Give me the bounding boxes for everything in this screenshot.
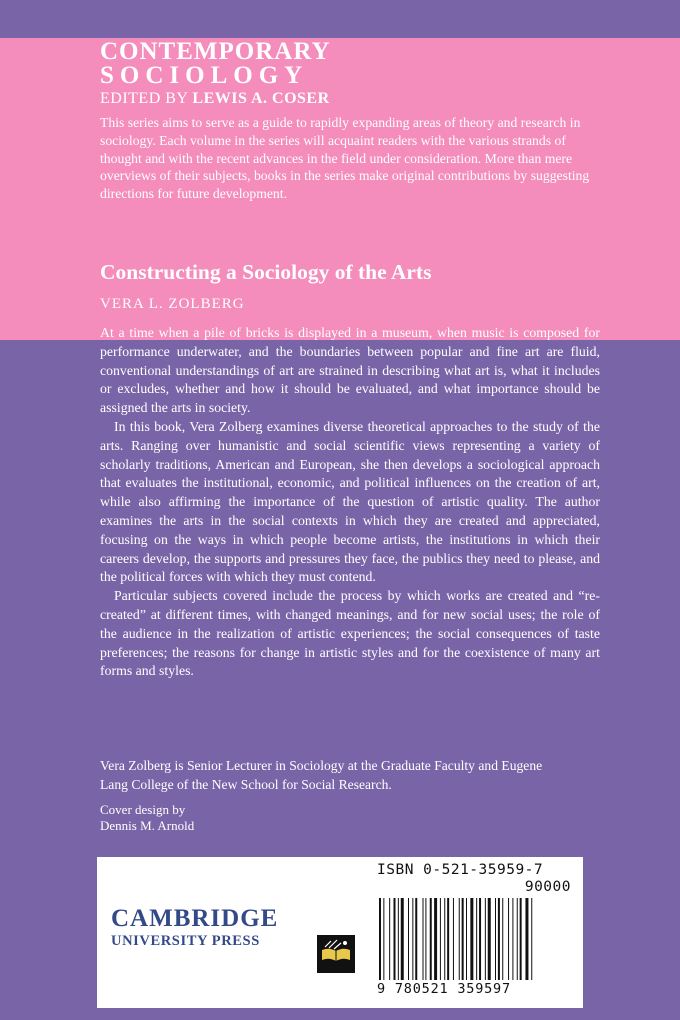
edited-by-label: EDITED BY <box>100 90 188 107</box>
series-description: This series aims to serve as a guide to rapidly expanding areas of theory and research in sociology. Each volume in the series will acquaint readers with the various strands of thought and with the recent advances in the field under consideration. More than mere overviews of their subjects, books in the series make original contributions by suggesting directions for future development. <box>100 115 590 202</box>
barcode-bar <box>485 898 486 980</box>
barcode-bar <box>412 898 413 980</box>
cover-credit <box>100 802 194 833</box>
publisher-subtitle: UNIVERSITY PRESS <box>111 933 260 949</box>
barcode-bar <box>508 898 509 980</box>
cambridge-book-logo-icon <box>317 935 355 973</box>
barcode-bar <box>466 898 467 980</box>
blurb <box>100 324 600 681</box>
barcode-bar <box>447 898 449 980</box>
barcode-bar <box>394 898 396 980</box>
blurb-paragraph: At a time when a pile of bricks is displayed in a museum, when music is composed for performance underwater, and the boundaries between popular and fine art are fluid, conventional understandings of art are strained in describing what art is, what it includes or excludes, whether and how it should be evaluated, and what importance should be assigned the arts in society. <box>100 325 600 416</box>
barcode-bar <box>479 898 481 980</box>
publisher-name: CAMBRIDGE <box>111 905 279 932</box>
barcode-bar <box>389 898 390 980</box>
barcode-bar <box>440 898 441 980</box>
blurb-paragraph: In this book, Vera Zolberg examines diverse theoretical approaches to the study of the arts. Ranging over humanistic and social scientific views representing a variety of scholarly traditions, American and European, she then develops a sociological approach that evaluates the institutional, economic, and political influences on the creation of art, while also affirming the importance of the question of artistic quality. The author examines the arts in the social contexts in which they are created and appreciated, focusing on the ways in which people become artists, the institutions in which their careers develop, the supports and pressures they face, the publics they need to please, and the political forces with which they must contend. <box>100 418 600 585</box>
barcode-bar <box>444 898 445 980</box>
price-code: 90000 <box>524 879 571 895</box>
cover-credit-label: Cover design by <box>100 802 186 817</box>
barcode-bar <box>423 898 424 980</box>
barcode-bar <box>517 898 518 980</box>
barcode-bar <box>488 898 491 980</box>
barcode-bar <box>379 898 381 980</box>
barcode-bar <box>430 898 432 980</box>
barcode-bar <box>453 898 454 980</box>
barcode-bar <box>383 898 384 980</box>
barcode-bar <box>498 898 500 980</box>
cover-designer: Dennis M. Arnold <box>100 817 195 833</box>
barcode-bar <box>398 898 399 980</box>
barcode-bar <box>512 898 513 980</box>
publisher-panel <box>97 857 583 1008</box>
isbn-text: ISBN 0-521-35959-7 <box>377 862 544 878</box>
barcode-bar <box>470 898 473 980</box>
barcode-bar <box>459 898 460 980</box>
barcode <box>377 898 575 980</box>
barcode-bar <box>525 898 528 980</box>
barcode-bar <box>425 898 426 980</box>
barcode-bar <box>434 898 437 980</box>
series-title-line1: CONTEMPORARY <box>100 38 331 65</box>
barcode-bar <box>531 898 532 980</box>
editor-name: LEWIS A. COSER <box>192 90 330 107</box>
author-bio: Vera Zolberg is Senior Lecturer in Sociology at the Graduate Faculty and Eugene Lang College of the New School for Social Research. <box>100 758 543 792</box>
barcode-bar <box>408 898 409 980</box>
blurb-paragraph: Particular subjects covered include the process by which works are created and “re-created” at different times, with changed meanings, and for new social uses; the role of the audience in the realization of artistic experiences; the social consequences of taste preferences; the reasons for change in artistic styles and for the coexistence of many art forms and styles. <box>100 588 600 679</box>
barcode-bar <box>476 898 477 980</box>
barcode-bar <box>502 898 503 980</box>
book-title: Constructing a Sociology of the Arts <box>100 260 432 284</box>
barcode-bar <box>462 898 464 980</box>
barcode-number: 9 780521 359597 <box>377 981 511 997</box>
series-title-line2: SOCIOLOGY <box>100 62 309 89</box>
barcode-bar <box>415 898 417 980</box>
series-editor <box>100 89 330 109</box>
book-author: VERA L. ZOLBERG <box>100 296 245 312</box>
barcode-bar <box>520 898 522 980</box>
barcode-bar <box>401 898 404 980</box>
barcode-bar <box>495 898 496 980</box>
